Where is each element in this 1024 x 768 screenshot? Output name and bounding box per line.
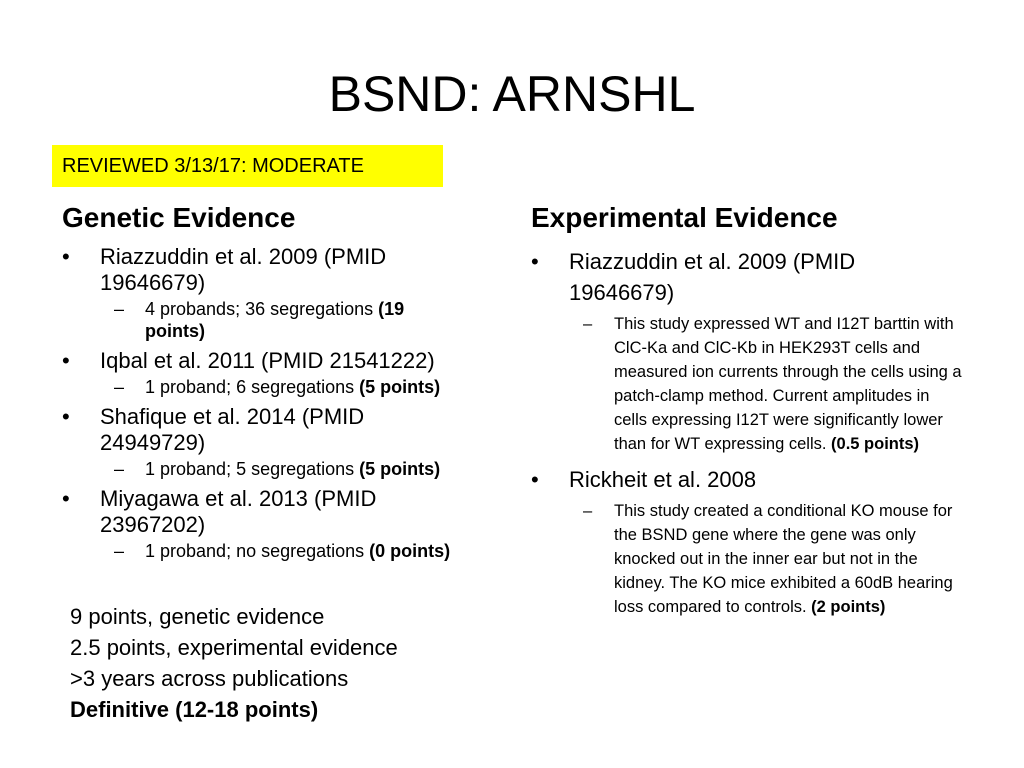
genetic-item-citation: Miyagawa et al. 2013 (PMID 23967202) bbox=[100, 486, 377, 537]
experimental-item bbox=[531, 246, 899, 308]
experimental-item-detail-text: This study created a conditional KO mouse for the BSND gene where the gene was only knocked out in the inner ear but not in the kidney. The KO mice exhibited a 60dB hearing loss compared to controls. bbox=[614, 502, 953, 616]
genetic-item-detail-text: 1 proband; 6 segregations bbox=[145, 377, 360, 397]
genetic-item-points: (5 points) bbox=[359, 377, 441, 397]
genetic-item-points: (19 points) bbox=[145, 299, 405, 341]
page-title: BSND: ARNSHL bbox=[328, 66, 696, 122]
genetic-item bbox=[62, 486, 430, 538]
dash-icon: – bbox=[114, 377, 125, 397]
genetic-item-citation: Shafique et al. 2014 (PMID 24949729) bbox=[100, 404, 365, 455]
genetic-item-detail bbox=[62, 458, 502, 480]
bullet-icon: • bbox=[62, 348, 70, 373]
dash-icon: – bbox=[114, 299, 125, 319]
experimental-item bbox=[531, 464, 971, 495]
genetic-item-points: (5 points) bbox=[359, 459, 441, 479]
bullet-icon: • bbox=[531, 467, 539, 492]
summary-genetic-points: 9 points, genetic evidence bbox=[70, 604, 325, 629]
experimental-item-detail bbox=[531, 312, 964, 456]
bullet-icon: • bbox=[531, 249, 539, 274]
dash-icon: – bbox=[114, 541, 125, 561]
experimental-evidence-column bbox=[531, 198, 971, 619]
genetic-evidence-heading: Genetic Evidence bbox=[62, 202, 296, 233]
evidence-summary bbox=[70, 601, 398, 725]
experimental-item-points: (2 points) bbox=[811, 598, 886, 616]
genetic-item-citation: Riazzuddin et al. 2009 (PMID 19646679) bbox=[100, 244, 387, 295]
genetic-item-detail-text: 1 proband; 5 segregations bbox=[145, 459, 360, 479]
experimental-item-citation: Riazzuddin et al. 2009 (PMID 19646679) bbox=[569, 249, 856, 305]
review-status-badge: REVIEWED 3/13/17: MODERATE bbox=[52, 145, 443, 187]
experimental-item-detail-text: This study expressed WT and I12T barttin with ClC-Ka and ClC-Kb in HEK293T cells and measured ion currents through the cells using a patch-clamp method. Current amplitudes in cells expressing I12T were significantly lower than for WT expressing cells. bbox=[614, 315, 962, 453]
experimental-item-citation: Rickheit et al. 2008 bbox=[569, 467, 757, 492]
summary-experimental-points: 2.5 points, experimental evidence bbox=[70, 635, 398, 660]
genetic-item-detail bbox=[62, 298, 465, 342]
genetic-item-detail-text: 4 probands; 36 segregations bbox=[145, 299, 379, 319]
genetic-item bbox=[62, 244, 430, 296]
summary-years: >3 years across publications bbox=[70, 666, 349, 691]
bullet-icon: • bbox=[62, 404, 70, 429]
summary-classification: Definitive (12-18 points) bbox=[70, 697, 319, 722]
genetic-item bbox=[62, 348, 502, 374]
genetic-item-detail-text: 1 proband; no segregations bbox=[145, 541, 370, 561]
dash-icon: – bbox=[583, 315, 593, 333]
genetic-item-citation: Iqbal et al. 2011 (PMID 21541222) bbox=[100, 348, 435, 373]
genetic-evidence-column bbox=[62, 198, 502, 562]
dash-icon: – bbox=[114, 459, 125, 479]
genetic-item-detail bbox=[62, 540, 502, 562]
dash-icon: – bbox=[583, 502, 593, 520]
genetic-item-detail bbox=[62, 376, 502, 398]
genetic-item bbox=[62, 404, 430, 456]
experimental-item-points: (0.5 points) bbox=[831, 435, 920, 453]
bullet-icon: • bbox=[62, 486, 70, 511]
experimental-item-detail bbox=[531, 499, 964, 619]
genetic-item-points: (0 points) bbox=[369, 541, 451, 561]
bullet-icon: • bbox=[62, 244, 70, 269]
experimental-evidence-heading: Experimental Evidence bbox=[531, 202, 838, 233]
